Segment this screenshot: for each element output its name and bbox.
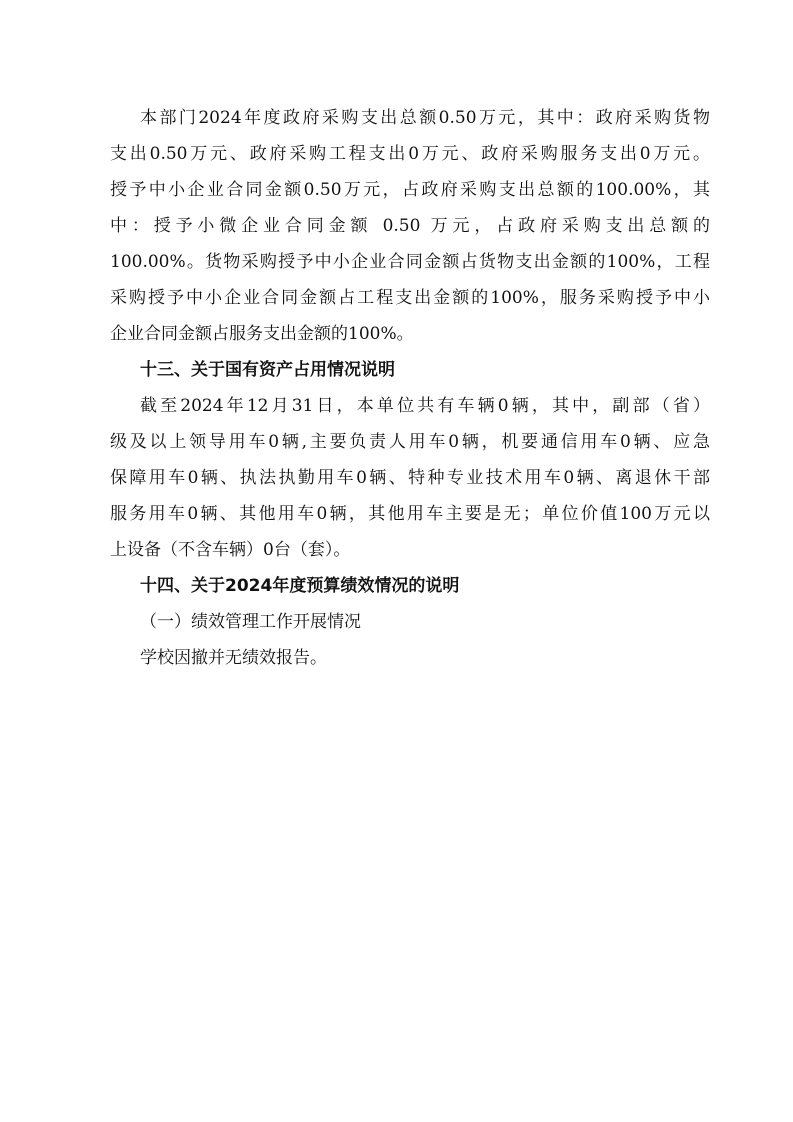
paragraph-line: 采购授予中小企业合同金额占工程支出金额的100%，服务采购授予中小 — [110, 288, 710, 308]
section-heading: 十三、关于国有资产占用情况说明 — [140, 360, 395, 380]
paragraph-line: 上设备（不含车辆）0台（套）。 — [110, 540, 351, 560]
paragraph-line: 截至2024年12月31日，本单位共有车辆0辆，其中，副部（省） — [140, 396, 710, 416]
paragraph-line: 服务用车0辆、其他用车0辆，其他用车主要是无；单位价值100万元以 — [110, 504, 710, 524]
paragraph-line: 企业合同金额占服务支出金额的100%。 — [110, 324, 414, 344]
paragraph-line: 本部门2024年度政府采购支出总额0.50万元，其中：政府采购货物 — [140, 108, 710, 128]
paragraph-line: 100.00%。货物采购授予中小企业合同金额占货物支出金额的100%，工程 — [110, 252, 710, 272]
section-heading: 十四、关于2024年度预算绩效情况的说明 — [140, 576, 460, 596]
paragraph-line: 级及以上领导用车0辆,主要负责人用车0辆，机要通信用车0辆、应急 — [110, 432, 710, 452]
paragraph-line: 授予中小企业合同金额0.50万元，占政府采购支出总额的100.00%，其 — [110, 180, 710, 200]
paragraph-line: 中：授予小微企业合同金额 0.50 万元，占政府采购支出总额的 — [110, 216, 710, 236]
paragraph-line: 保障用车0辆、执法执勤用车0辆、特种专业技术用车0辆、离退休干部 — [110, 468, 710, 488]
paragraph-line: 支出0.50万元、政府采购工程支出0万元、政府采购服务支出0万元。 — [110, 144, 710, 164]
paragraph-line: 学校因撤并无绩效报告。 — [140, 648, 327, 668]
subsection-heading: （一）绩效管理工作开展情况 — [140, 612, 361, 632]
